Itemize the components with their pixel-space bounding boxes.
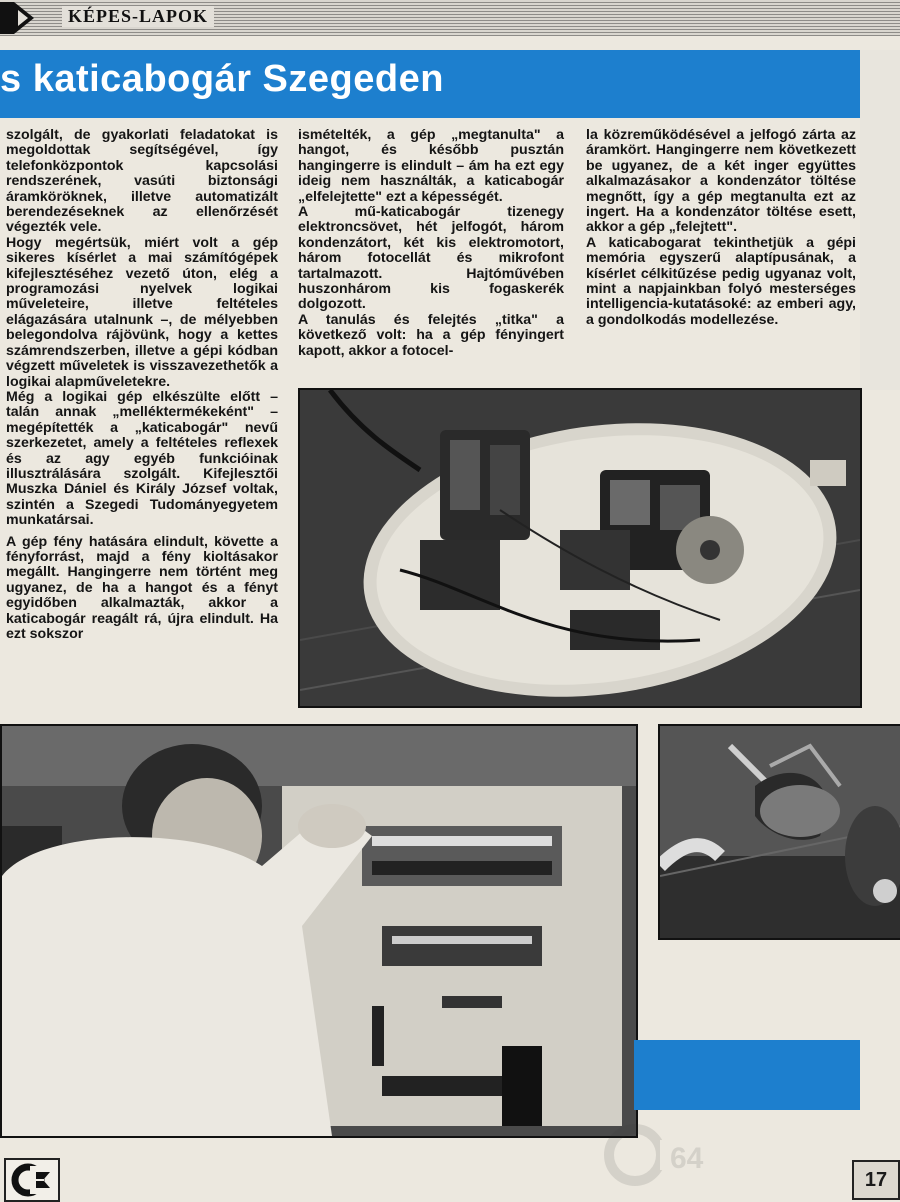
operator-panel-photo	[0, 724, 638, 1138]
lamp-photo	[658, 724, 900, 940]
text-column-2	[298, 128, 564, 359]
corner-mark-icon	[0, 2, 34, 34]
paragraph: A tanulás és felejtés „titka" a következő volt: ha a gép fényingert kapott, akkor a fotocel-	[298, 311, 564, 359]
text-column-1	[6, 128, 278, 642]
article-title: s katicabogár Szegeden	[0, 58, 444, 100]
blue-accent-block	[634, 1040, 860, 1110]
svg-text:64: 64	[670, 1142, 704, 1175]
paragraph: ismételték, a gép „megtanulta" a hangot, és később pusztán hangingerre is elindult – ám ha ezt egy ideig nem használták, a katicabogár „elfelejtette" ezt a képességét.	[298, 127, 564, 205]
paragraph: A katicabogarat tekinthetjük a gépi memória egyszerű alaptípusának, a kísérlet célkitűzése pedig ugyanaz volt, mint a napjainkban folyó mesterséges intelligencia-kutatásoké: az emberi agy, a gondolkodás modellezése.	[586, 234, 856, 328]
commodore-watermark-icon	[600, 1120, 750, 1190]
paragraph: Hogy megértsük, miért volt a gép sikeres kísérlet a mai számítógépek kifejlesztéséhez vezető úton, elég a programozási nyelvek logikai műveleteire, illetve feltételes elágazására utalnunk –, de mélyebben belegondolva rájövünk, hogy a kettes számrendszerben, illetve a gépi kódban végzett műveletek is visszavezethetők a logikai alapműveletekre.	[6, 234, 278, 390]
paragraph: A mű-katicabogár tizenegy elektroncsövet, hét jelfogót, három kondenzátort, két kis elektromotort, három fotocellát és mikrofont tartalmazott. Hajtóművében huszonhárom kis fogaskerék dolgozott.	[298, 204, 564, 313]
title-bar	[0, 50, 860, 118]
text-column-3	[586, 128, 856, 328]
paragraph: A gép fény hatására elindult, követte a fényforrást, majd a fény kioltásakor megállt. Hangingerre nem történt meg ugyanez, de ha a hangot és a fényt egyidőben alkalmazták, akkor a katicabogár reagált rá, újra elindult. Ha ezt sokszor	[6, 533, 278, 642]
section-label: KÉPES-LAPOK	[62, 6, 214, 27]
page-number: 17	[852, 1160, 900, 1200]
commodore-logo	[4, 1158, 60, 1202]
margin-strip	[860, 50, 900, 390]
commodore-logo-icon	[6, 1160, 58, 1200]
paragraph: szolgált, de gyakorlati feladatokat is megoldottak segítségével, így telefonközpontok kapcsolási rendszerének, vasúti biztonsági áramköröknek, illetve automatizált berendezéseknek az ellenőrzését végezték vele.	[6, 127, 278, 236]
ladybug-machine-photo	[298, 388, 862, 708]
paragraph: la közreműködésével a jelfogó zárta az áramkört. Hangingerre nem következett be ugyanez, de a két inger együttes alkalmazásakor a kondenzátor töltése megnőtt, így a gép megtanulta ezt az ingert. Ha a kondenzátor töltése esett, akkor a gép „felejtett".	[586, 127, 856, 236]
paragraph: Még a logikai gép elkészülte előtt – talán annak „melléktermékeként" – megépítették a „katicabogár" nevű szerkezetet, amely a feltételes reflexek és az agy egyéb funkcióinak illusztrálására szolgált. Kifejlesztői Muszka Dániel és Király József voltak, szintén a Szegedi Tudományegyetem munkatársai.	[6, 388, 278, 529]
